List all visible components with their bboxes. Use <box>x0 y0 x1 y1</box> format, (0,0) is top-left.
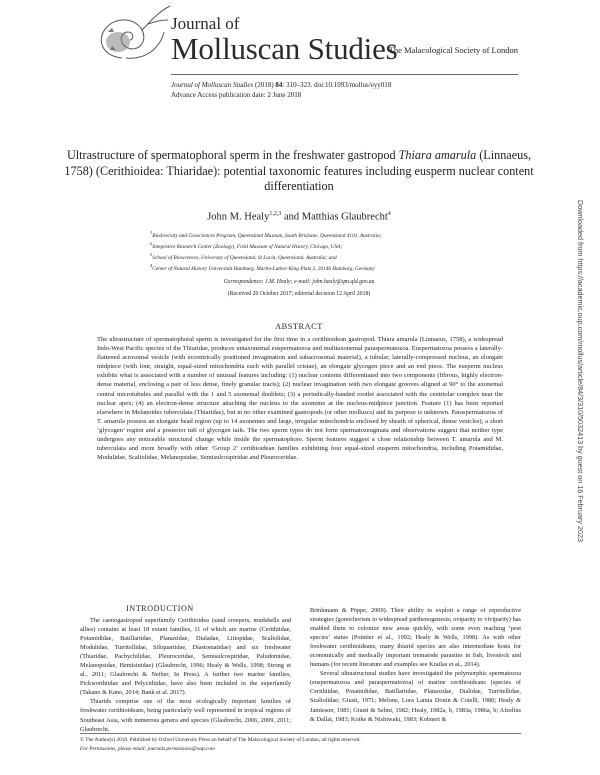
title-part2: (Linnaeus, 1758) (Cerithioidea: Thiaridae): potential taxonomic features including eusperm nuclear content differentiation <box>64 148 534 194</box>
author-line <box>60 211 538 223</box>
abstract-text: The ultrastructure of spermatophoral sperm is investigated for the first time in a cerithioidean gastropod. Thiara amarula (Linnaeus, 1758), a widespread Indo-West Pacific species of the Thiaridae, produces uniaxonemal euspermatozoa and multiaxonemal paraspermatozoa. Euspermatozoa possess a laterally-flattened acrosomal vesicle (with eccentrically positioned invagination and subacrosomal material), a tubular, laterally-compressed nucleus, an elongate midpiece (with four, straight, equal-sized mitochondria each with parallel cristae), an elongate glycogen piece and an end piece. The eusperm nucleus exhibits what is associated with a number of unusual features including: (1) nuclear contents differentiated into two components (fibrous, highly electron-dense material, enclosing a pair of less dense, finely granular tracts); (2) nuclear invagination with two elongate grooves aligned at 90° to the axonemal central microtubules and parallel with the 1 and 5 axonemal doublets; (3) a periodically-banded rootlet associated with the centriolar complex near the nuclear apex; (4) an electron-dense structure attaching the nucleus to the axoneme at the nucleus-midpiece junction. Feature (1) has been reported elsewhere in Melanoides tuberculata (Thiaridae), but in no other examined gastropods (or other molluscs) and its purpose is unknown. Paraspermatozoa of T. amarula possess an elongate head region (up to 14 axonemes and large, irregular mitochondria enclosed by sheath of spherical, dense vesicles), a short ‘glycogen’ region and a posterior tuft of glycogen tails. The two sperm types do not form spermatozeugmata and observations suggest that neither type undergoes any noticeable structural change while inside the spermatophore. Sperm features suggest a close relationship between T. amarula and M. tuberculata and more broadly with other ‘Group 2’ cerithioidean families exhibiting four equal-sized eusperm mitochondria, including Potamididae, Modulidae, Scaliolidae, Melanopsidae, Semisulcospiridae and Pleuroceridae. <box>97 336 503 462</box>
citation-year: (2018) <box>253 81 276 89</box>
correspondence: Correspondence: J.M. Healy; e-mail: john.healy@qm.qld.gov.au <box>223 279 375 285</box>
affiliation: $^3$School of Biosciences, University of Queensland, St Lucia, Queensland, Australia; and <box>150 251 337 261</box>
intro-paragraph: Thiarids comprise one of the most ecologically important families of freshwater cerithioideans, being particularly well represented in tropical regions of Southeast Asia, with numerous genera and species (Glaubrecht, 2006, 2009, 2011; Glaubrecht, <box>80 698 291 733</box>
journal-title-line2: Molluscan Studies <box>171 31 398 66</box>
article-title <box>60 148 538 195</box>
citation <box>171 81 391 100</box>
permissions-notice: For Permissions, please email: journals.permissions@oup.com <box>80 745 215 752</box>
intro-column-left <box>80 616 291 734</box>
intro-paragraph: Several ultrastructural studies have investigated the polymorphic spermatozoa (euspermatozoa and paraspermatozoa) of marine cerithioideans (species of Cerithiidae, Potamididae, Batillariidae, Planaxidae, Dialidae, Turritellidae, Scaliolidae; Giusti, 1971; Melone, Lora Lamia Donin & Cotelli, 1980; Healy & Jamieson, 1981; Giusti & Selmi, 1982; Healy, 1982a, b, 1983a, 1986a, b; Afzelius & Dallai, 1983; Koike & Nishiwaki, 1983; Kohnert & <box>310 670 521 723</box>
author-1-affil: 1,2,3 <box>269 211 282 217</box>
author-2: Matthias Glaubrecht <box>301 211 388 223</box>
citation-volume: 84 <box>275 81 283 89</box>
intro-column-right <box>310 606 521 724</box>
journal-title-line1: Journal of <box>171 14 240 33</box>
footer-rule <box>80 733 521 734</box>
advance-access-date: Advance Access publication date: 2 June 2018 <box>171 90 302 99</box>
affiliations <box>150 229 480 273</box>
journal-logo-snail <box>88 2 176 62</box>
author-2-affil: 4 <box>387 211 391 217</box>
abstract-heading: ABSTRACT <box>275 322 323 331</box>
received-dates: (Received 20 October 2017; editorial decision 12 April 2018) <box>227 291 371 297</box>
author-and: and <box>281 211 302 223</box>
header-rule <box>171 74 518 75</box>
citation-pages: : 310–323. doi:10.1093/mollus/eyy018 <box>282 81 392 89</box>
introduction-heading: INTRODUCTION <box>126 604 194 613</box>
affiliation: $^1$Biodiversity and Geosciences Program, Queensland Museum, South Brisbane, Queensland 4101, Australia; <box>150 230 382 239</box>
author-1: John M. Healy <box>207 211 270 223</box>
title-species: Thiara amarula <box>398 148 477 162</box>
download-sidebar <box>576 200 586 590</box>
footer <box>80 736 521 753</box>
affiliation: $^2$Integrative Research Center (Zoology), Field Museum of Natural History, Chicago, USA; <box>150 240 343 250</box>
citation-journal: Journal of Molluscan Studies <box>171 81 254 89</box>
society-name: The Malacological Society of London <box>388 45 518 55</box>
intro-paragraph: Brinkmann & Pöppe, 2009). Their ability to exploit a range of reproductive strategies (gonochorism to widespread parthenogenesis; oviparity to viviparity) has enabled them to colonize new areas quickly, with some even reaching ‘pest species’ status (Pointier et al., 1992; Healy & Wells, 1998). As with other freshwater cerithioideans, many thiarid species are also intermediate hosts for economically and medically important trematode parasites in fish, livestock and humans (for recent literature and examples see Krailas et al., 2014). <box>310 607 521 669</box>
affiliation: $^4$Center of Natural History Universität Hamburg, Martin-Luther-King Platz 3, 20146 Hamburg, Germany <box>150 262 375 272</box>
intro-paragraph: The caenogastropod superfamily Cerithioidea (sand creepers, mudshells and allies) contains at least 18 extant families, 11 of which are marine (Cerithiidae, Potamididae, Batillariidae, Planaxidae, Dialadae, Litiopidae, Scaliolidae, Modulidae, Turritellidae, Siliquariidae, Diastomatidae) and six freshwater (Thiaridae, Pachychilidae, Pleuroceridae, Semisulcospiridae, Paludomidae, Melanopsidae, Hemisinidae) (Glaubrecht, 1996; Healy & Wells, 1998; Strong et al., 2011; Glaubrecht & Neiber, In Press). A further two marine families, Pickworthiidae and Pelycidiidae, have also been included in the superfamily (Takano & Kano, 2014; Bank et al. 2017). <box>80 617 291 697</box>
copyright-notice: © The Author(s) 2018. Published by Oxford University Press on behalf of The Malacological Society of London, all rights reserved. <box>80 737 361 743</box>
title-part1: Ultrastructure of spermatophoral sperm in the freshwater gastropod <box>66 148 399 162</box>
download-note[interactable]: Downloaded from https://academic.oup.com/mollus/article/84/3/310/5032413 by guest on 16 February 2023 <box>576 200 585 543</box>
